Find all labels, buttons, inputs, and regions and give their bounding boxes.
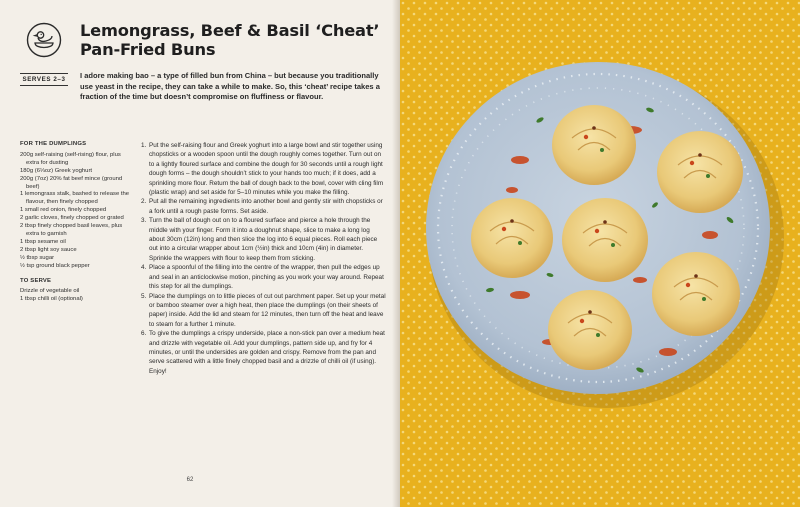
method-steps [136,141,386,376]
dumpling [562,198,648,282]
dumplings-plate-photo [400,0,800,507]
ingredient-item: 200g (7oz) 20% fat beef mince (ground beef) [20,175,123,190]
ingredient-item: 180g (6⅓oz) Greek yoghurt [20,167,93,174]
ingredient-item: 2 garlic cloves, finely chopped or grated [20,215,124,222]
method-step: 1. Put the self-raising flour and Greek yoghurt into a large bowl and stir together using chopsticks or a wooden spoon until the dough roughly comes together. Turn out on to a lightly floured surface and combine the dough for 30 seconds until a rough light dough forms – the dough shouldn’t stick to your hands too much; if it does, add a sprinkling more flour. Return the ball of dough back to the bowl, cover with cling film (plastic wrap) and set aside for 5–10 minutes while you make the filling. [148,141,386,197]
ingredients-column [20,141,132,304]
method-step: 4. Place a spoonful of the filling into the centre of the wrapper, then pull the edges up and seal in an anticlockwise motion, pinching as you work your way around. Repeat this step for all the dumplings. [148,263,386,291]
dumplings-heading: FOR THE DUMPLINGS [20,141,87,147]
ingredient-item: 200g self-raising (self-rising) flour, plus extra for dusting [20,151,121,166]
to-serve-heading: TO SERVE [20,277,52,284]
serves-badge: SERVES 2–3 [20,73,68,86]
dumplings-ingredient-list [20,152,132,271]
recipe-title: Lemongrass, Beef & Basil ‘Cheat’ Pan-Fried Buns [80,21,380,59]
dumpling [552,105,636,185]
to-serve-ingredient-list [20,288,132,304]
ingredient-item: 1 tbsp sesame oil [20,238,66,245]
recipe-intro: I adore making bao – a type of filled bun from China – but because you traditionally use yeast in the recipe, they can take a while to make. So, this ‘cheat’ recipe takes a fraction of the time but doesn’t compromise on fluffiness or flavour. [80,71,380,102]
ingredient-item: 2 tbsp finely chopped basil leaves, plus extra to garnish [20,223,123,237]
method-step: 3. Turn the ball of dough out on to a floured surface and pierce a hole through the middle with your finger. Form it into a doughnut shape, slice to make a long log about 30cm (12in) long and then slice the log into 6 equal pieces. Roll each piece out into a circular wrapper about 1cm (½in) thick and 10cm (4in) in diameter. Sprinkle the wrappers with flour to keep them from sticking. [148,216,386,263]
method-step: 6. To give the dumplings a crispy underside, place a non-stick pan over a medium heat and drizzle with vegetable oil. Add your dumplings, pattern side up, and fry for 4 minutes, or until the undersides are golden and crispy. Remove from the pan and serve scattered with a little finely chopped basil and a drizzle of chilli oil (if using). Enjoy! [148,329,386,376]
dumpling [657,131,743,213]
ingredient-item: ½ tbsp sugar [20,254,55,261]
ingredient-item: ½ tsp ground black pepper [20,262,90,269]
ingredient-item: Drizzle of vegetable oil [20,288,80,295]
dumpling [548,290,632,370]
ingredient-item: 1 lemongrass stalk, bashed to release the flavour, then finely chopped [20,191,130,206]
dumpling [652,252,740,336]
food-photo [400,0,800,507]
ingredient-item: 1 tbsp chilli oil (optional) [20,296,83,303]
page-number: 62 [186,477,194,483]
book-gutter [392,0,400,507]
ingredient-item: 1 small red onion, finely chopped [20,207,107,214]
dumpling [471,198,553,278]
duck-logo-icon [26,22,62,58]
method-step: 2. Put all the remaining ingredients into another bowl and gently stir with chopsticks or a fork until a rough paste forms. Set aside. [148,197,386,216]
ingredient-item: 2 tbsp light soy sauce [20,246,77,253]
method-step: 5. Place the dumplings on to little pieces of cut out parchment paper. Set up your metal or bamboo steamer over a high heat, then place the dumplings (on their sheets of paper) inside. Add the lid and steam for 12 minutes, then turn off the heat and leave to steam for a further 1 minute. [148,292,386,330]
